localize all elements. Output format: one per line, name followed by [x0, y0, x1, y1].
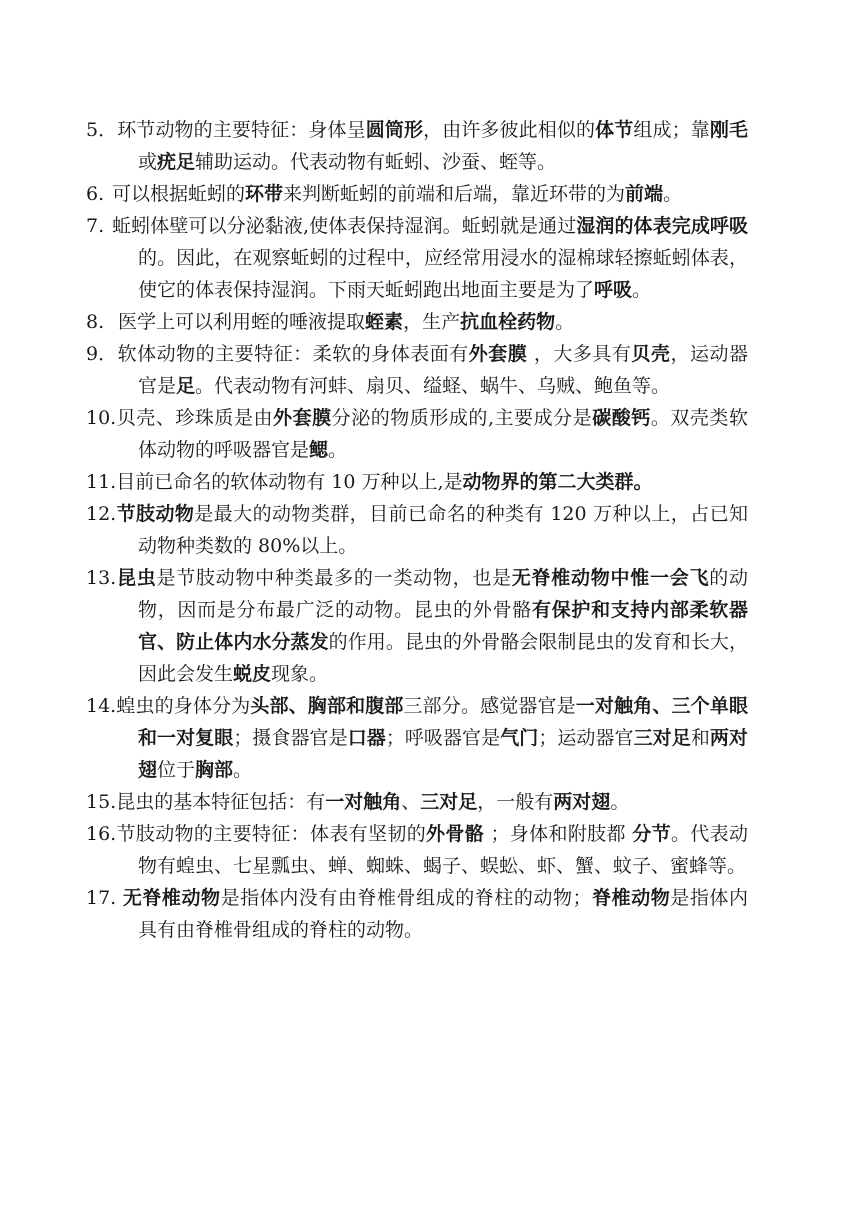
item-text: 的动物，因而是分布最广泛的动物。昆虫的外骨骼	[138, 567, 748, 621]
list-item	[86, 338, 748, 402]
item-number: 11.	[86, 471, 117, 493]
key-term: 两对翅	[138, 727, 748, 781]
item-text: 。	[610, 791, 630, 813]
key-term: 一对触角、三个单眼和一对复眼	[138, 695, 748, 749]
key-term: 前端	[625, 183, 664, 205]
key-term: 疣足	[157, 151, 196, 173]
item-text: ，生产	[403, 311, 461, 333]
key-term: 鳃	[309, 439, 329, 461]
key-term: 呼吸	[594, 279, 633, 301]
item-text: 现象。	[271, 663, 329, 685]
item-text: 。代表动物有蝗虫、七星瓢虫、蝉、蜘蛛、蝎子、蜈蚣、虾、蟹、蚊子、蜜蜂等。	[138, 823, 748, 877]
item-text: ；运动器官	[538, 727, 634, 749]
item-text: 分泌的物质形成的,主要成分是	[331, 407, 593, 429]
key-term: 外套膜	[468, 343, 528, 365]
key-term: 刚毛	[709, 119, 748, 141]
item-number: 12.	[86, 503, 117, 525]
list-item	[86, 818, 748, 882]
key-term: 蛭素	[365, 311, 404, 333]
item-text: 昆虫的基本特征包括：有	[116, 791, 326, 813]
key-term: 胸部	[195, 759, 234, 781]
list-item: 8. 医学上可以利用蛭的唾液提取蛭素，生产抗血栓药物。	[86, 311, 575, 333]
key-term: 外套膜	[273, 407, 332, 429]
item-number: 16.	[86, 823, 117, 845]
item-text: 节肢动物的主要特征：体表有坚韧的	[116, 823, 427, 845]
key-term: 脊椎动物	[591, 887, 671, 909]
item-text: 可以根据蚯蚓的	[112, 183, 246, 205]
item-text: 软体动物的主要特征：柔软的身体表面有	[117, 343, 469, 365]
list-item	[86, 402, 748, 466]
list-item	[86, 498, 748, 562]
item-text: 的作用。昆虫的外骨骼会限制昆虫的发育和长大，因此会发生	[138, 631, 748, 685]
key-term: 两对翅	[553, 791, 611, 813]
item-text: 。	[632, 279, 652, 301]
list-item	[86, 786, 748, 818]
item-number: 13.	[86, 567, 117, 589]
item-number: 17.	[86, 887, 117, 909]
item-text: ，运动器官是	[138, 343, 748, 397]
item-text: 位于	[157, 759, 196, 781]
list-item	[86, 690, 748, 786]
key-term: 动物界的第二大类群。	[462, 471, 653, 493]
item-text: ；身体和附肢都	[484, 823, 633, 845]
item-text: 来判断蚯蚓的前端和后端，靠近环带的为	[283, 183, 626, 205]
item-text: 医学上可以利用蛭的唾液提取	[112, 311, 366, 333]
item-number: 14.	[86, 695, 117, 717]
item-text: ；呼吸器官是	[385, 727, 501, 749]
list-item: 6. 可以根据蚯蚓的环带来判断蚯蚓的前端和后端，靠近环带的为前端。	[86, 183, 683, 205]
item-text: 和	[690, 727, 710, 749]
item-number: 9．	[86, 343, 118, 365]
item-text: 蝗虫的身体分为	[116, 695, 251, 717]
notes-list	[86, 114, 748, 946]
list-item	[86, 882, 748, 946]
key-term: 湿润的体表完成呼吸	[576, 215, 748, 237]
item-text: 。	[233, 759, 253, 781]
item-text: 、	[401, 791, 421, 813]
item-text: 目前已命名的软体动物有 10 万种以上,是	[116, 471, 463, 493]
item-text: 蚯蚓体壁可以分泌黏液,使体表保持湿润。蚯蚓就是通过	[112, 215, 577, 237]
key-term: 贝壳	[631, 343, 671, 365]
item-text: 辅助运动。代表动物有蚯蚓、沙蚕、蛭等。	[195, 151, 557, 173]
item-text: 贝壳、珍珠质是由	[116, 407, 274, 429]
item-text: ；摄食器官是	[233, 727, 348, 749]
key-term: 分节	[632, 823, 671, 845]
item-number: 5．	[86, 119, 118, 141]
key-term: 无脊椎动物中惟一会飞	[511, 567, 710, 589]
key-term: 无脊椎动物	[122, 887, 221, 909]
key-term: 节肢动物	[116, 503, 195, 525]
list-item	[86, 466, 748, 498]
key-term: 体节	[595, 119, 634, 141]
key-term: 抗血栓药物	[460, 311, 556, 333]
item-text: 环节动物的主要特征：身体呈	[117, 119, 366, 141]
item-text: 。代表动物有河蚌、扇贝、缢蛏、蜗牛、乌贼、鲍鱼等。	[195, 375, 671, 397]
item-text: 是指体内没有由脊椎骨组成的脊柱的动物；	[220, 887, 592, 909]
item-text: 是指体内具有由脊椎骨组成的脊柱的动物。	[138, 887, 748, 941]
list-item	[86, 114, 748, 178]
item-number: 10.	[86, 407, 117, 429]
key-term: 外骨骼	[426, 823, 485, 845]
key-term: 环带	[245, 183, 284, 205]
key-term: 头部、胸部和腹部	[250, 695, 404, 717]
item-text: 。	[663, 183, 683, 205]
key-term: 三对足	[633, 727, 691, 749]
key-term: 昆虫	[116, 567, 157, 589]
key-term: 一对触角	[325, 791, 402, 813]
item-text: ，一般有	[477, 791, 554, 813]
item-text: 是最大的动物类群，目前已命名的种类有 120 万种以上，占已知动物种类数的 80%以上。	[138, 503, 748, 557]
key-term: 气门	[500, 727, 539, 749]
item-number: 15.	[86, 791, 117, 813]
key-term: 碳酸钙	[592, 407, 651, 429]
item-text	[116, 887, 123, 909]
key-term: 足	[176, 375, 196, 397]
key-term: 有保护和支持内部柔软器官、防止体内水分蒸发	[138, 599, 748, 653]
item-text: ，由许多彼此相似的	[423, 119, 596, 141]
item-text: 组成；靠	[633, 119, 710, 141]
list-item	[86, 562, 748, 690]
item-text: 是节肢动物中种类最多的一类动物，也是	[156, 567, 512, 589]
item-text: 或	[138, 151, 158, 173]
key-term: 三对足	[420, 791, 478, 813]
item-text: 。	[555, 311, 575, 333]
item-text: 的。因此，在观察蚯蚓的过程中，应经常用浸水的湿棉球轻擦蚯蚓体表，使它的体表保持湿润。下雨天蚯蚓跑出地面主要是为了	[138, 247, 748, 301]
list-item: 7. 蚯蚓体壁可以分泌黏液,使体表保持湿润。蚯蚓就是通过湿润的体表完成呼吸的。因此，在观察蚯蚓的过程中，应经常用浸水的湿棉球轻擦蚯蚓体表，使它的体表保持湿润。下雨天蚯蚓跑出地面主要是为了呼吸。	[86, 215, 748, 301]
key-term: 蜕皮	[233, 663, 272, 685]
key-term: 口器	[347, 727, 386, 749]
item-text: ，大多具有	[527, 343, 632, 365]
item-text: 。双壳类软体动物的呼吸器官是	[138, 407, 748, 461]
item-text: 。	[328, 439, 348, 461]
key-term: 圆筒形	[365, 119, 424, 141]
item-text: 三部分。感觉器官是	[403, 695, 576, 717]
